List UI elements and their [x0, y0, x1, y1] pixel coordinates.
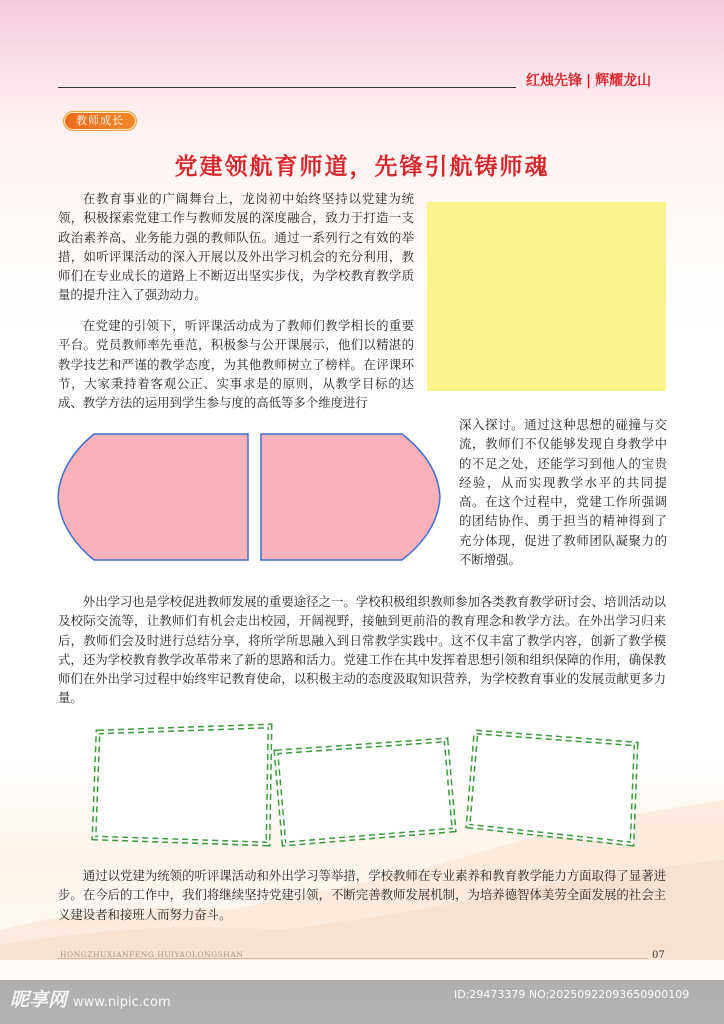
- header-separator: |: [586, 73, 592, 89]
- paragraph-lesson-review: 在党建的引领下，听评课活动成为了教师们教学相长的重要平台。党员教师率先垂范，积极参与公开课展示，他们以精湛的教学技艺和严谨的教学态度，为其他教师树立了榜样。在评课环节，大家秉持着客观公正、实事求是的原则，从教学目标的达成、教学方法的运用到学生参与度的高低等多个维度进行: [58, 318, 414, 411]
- image-placeholder-stamps: [84, 722, 656, 852]
- pink-frame-right: [261, 434, 440, 560]
- footer-pinyin: HONGZHUXIANFENG HUIYAOLONGSHAN: [60, 950, 244, 959]
- header-title: [526, 70, 651, 90]
- page-number: 07: [652, 950, 665, 961]
- header-title-right: 辉耀龙山: [595, 73, 652, 89]
- article-title: 党建领航育师道，先锋引航铸师魂: [174, 153, 550, 180]
- paragraph-intro: 在教育事业的广阔舞台上，龙岗初中始终坚持以党建为统领，积极探索党建工作与教师发展的深度融合，致力于打造一支政治素养高、业务能力强的教师队伍。通过一系列行之有效的举措，如听评课活动的深入开展以及外出学习机会的充分利用，教师们在专业成长的道路上不断迈出坚实步伐，为学校教育教学质量的提升注入了强劲动力。: [58, 191, 414, 303]
- watermark-site: www.nipic.com: [73, 995, 171, 1010]
- paragraph-conclusion: 通过以党建为统领的听评课活动和外出学习等举措，学校教师在专业素养和教育教学能力方面取得了显著进步。在今后的工作中，我们将继续坚持党建引领，不断完善教师发展机制，为培养德智体美劳全面发展的社会主义建设者和接班人而努力奋斗。: [58, 868, 666, 922]
- image-placeholder-pink-pair: [56, 432, 442, 564]
- section-badge-label: 教师成长: [65, 113, 135, 129]
- header-title-left: 红烛先锋: [526, 73, 582, 89]
- header-rule: [58, 87, 516, 88]
- watermark-logo: [10, 985, 171, 1012]
- image-placeholder-yellow: [427, 202, 666, 391]
- section-badge: [63, 111, 137, 131]
- watermark-id: ID:29473379 NO:20250922093650900109: [454, 988, 690, 1001]
- pink-frame-left: [58, 434, 248, 560]
- watermark-brand: 昵享网: [10, 989, 68, 1011]
- stamp-frame-3: [468, 732, 636, 844]
- stamp-frame-2: [276, 740, 454, 844]
- paragraph-study-trips: 外出学习也是学校促进教师发展的重要途径之一。学校积极组织教师参加各类教育教学研讨会、培训活动以及校际交流等，让教师们有机会走出校园，开阔视野，接触到更前沿的教育理念和教学方法。在外出学习归来后，教师们会及时进行总结分享，将所学所思融入到日常教学实践中。这不仅丰富了教学内容，创新了教学模式，还为学校教育教学改革带来了新的思路和活力。党建工作在其中发挥着思想引领和组织保障的作用，确保教师们在外出学习过程中始终牢记教育使命，以积极主动的态度汲取知识营养，为学校教育事业的发展贡献更多力量。: [58, 594, 666, 706]
- stamp-frame-1: [94, 726, 270, 844]
- paragraph-discussion: 深入探讨。通过这种思想的碰撞与交流，教师们不仅能够发现自身教学中的不足之处，还能学习到他人的宝贵经验，从而实现教学水平的共同提高。在这个过程中，党建工作所强调的团结协作、勇于担当的精神得到了充分体现，促进了教师团队凝聚力的不断增强。: [459, 417, 667, 568]
